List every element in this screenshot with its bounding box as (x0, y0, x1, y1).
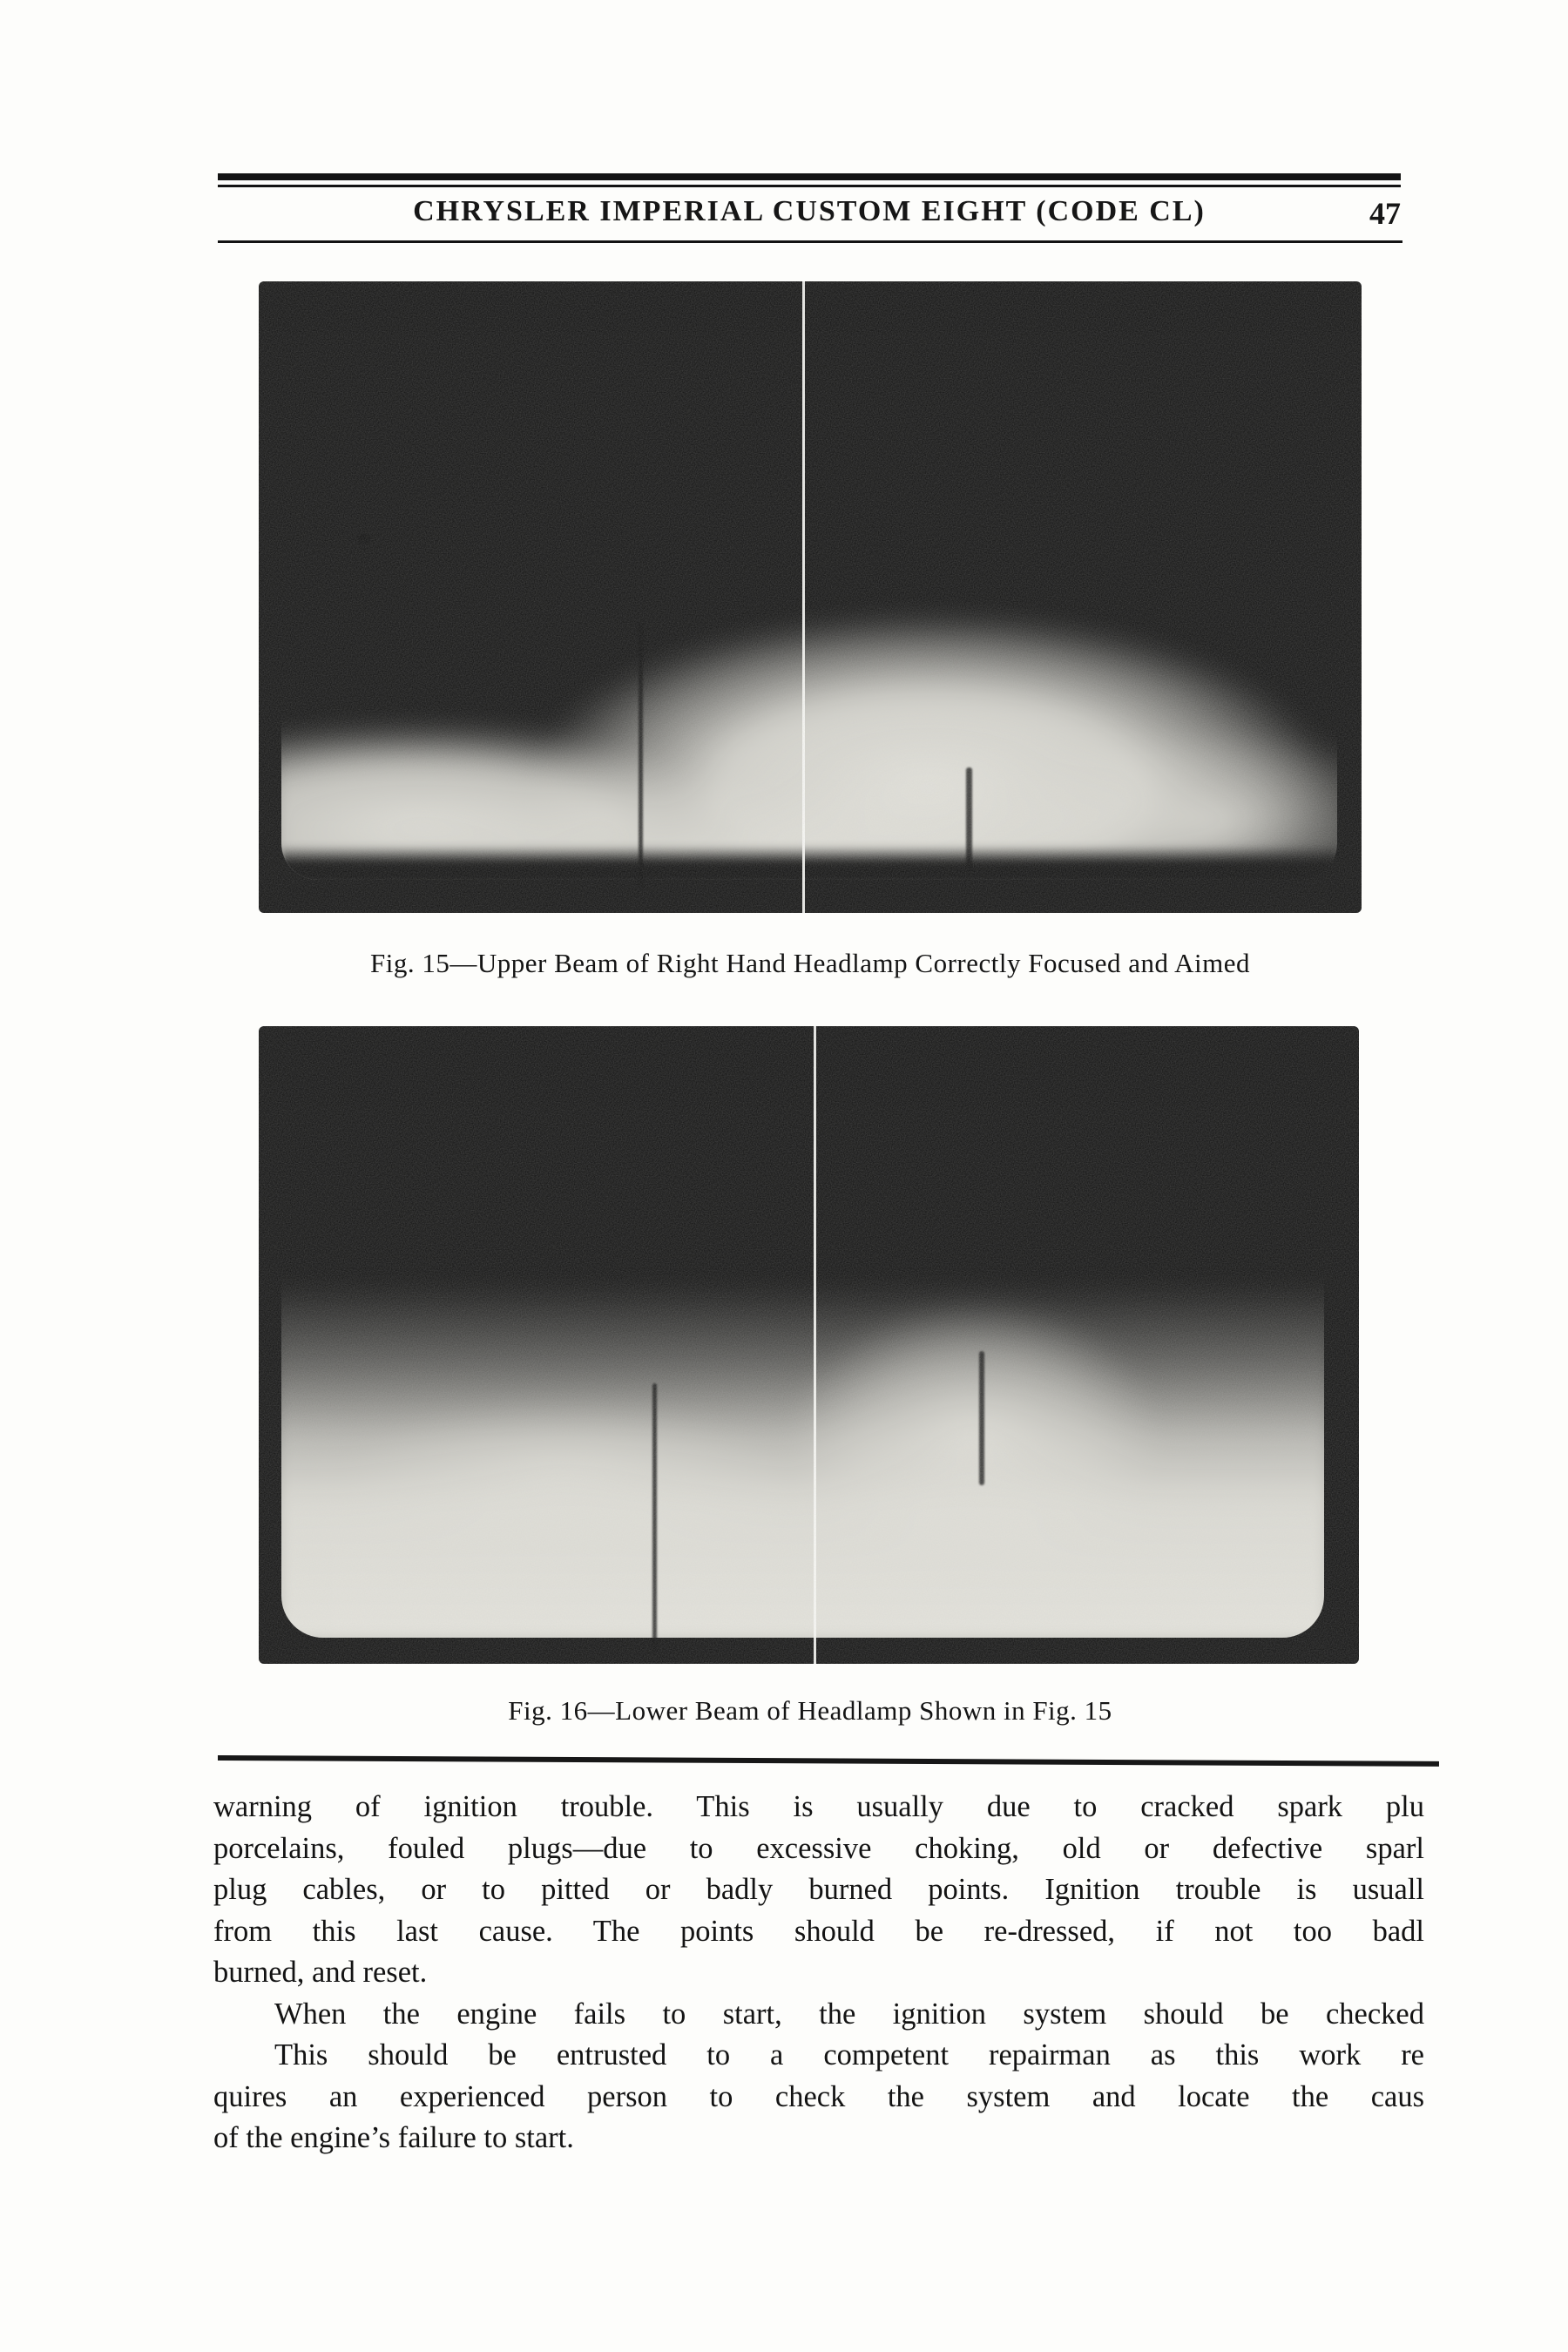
page-title: CHRYSLER IMPERIAL CUSTOM EIGHT (CODE CL) (413, 195, 1206, 227)
body-text-line: porcelains, fouled plugs—due to excessive choking, old or defective sparl (213, 1831, 1424, 1865)
header-rule-thin (218, 185, 1401, 187)
upper-beam-glow (281, 288, 1337, 880)
screen-bottom-shadow (281, 845, 1337, 880)
aim-marker-line-right (979, 1351, 984, 1485)
aim-marker-line-right (966, 767, 972, 868)
screen-center-seam (802, 281, 805, 913)
aim-marker-line-left (639, 623, 643, 889)
film-blemish (358, 534, 370, 544)
aiming-screen-area (281, 1033, 1324, 1638)
body-text-line: quires an experienced person to check the system and locate the caus (213, 2079, 1424, 2113)
body-text (213, 1787, 1424, 2159)
figure-16-photo (259, 1026, 1359, 1664)
body-text-line: plug cables, or to pitted or badly burned points. Ignition trouble is usuall (213, 1873, 1424, 1906)
section-divider-rule (218, 1755, 1439, 1767)
figure-16-caption: Fig. 16—Lower Beam of Headlamp Shown in Fig. 15 (508, 1695, 1112, 1726)
body-text-line: from this last cause. The points should be re-dressed, if not too badl (213, 1914, 1424, 1948)
body-text-line: This should be entrusted to a competent repairman as this work re (274, 2038, 1424, 2072)
figure-15-caption: Fig. 15—Upper Beam of Right Hand Headlamp Correctly Focused and Aimed (370, 948, 1250, 978)
aiming-screen-area (281, 288, 1337, 880)
body-text-line: When the engine fails to start, the ignition system should be checked (274, 1997, 1424, 2031)
lower-beam-glow (281, 1033, 1324, 1638)
body-text-line: of the engine’s failure to start. (213, 2121, 574, 2154)
aim-marker-line-left (652, 1383, 657, 1651)
header-rule-bottom (218, 240, 1402, 243)
figure-15-photo (259, 281, 1362, 913)
body-text-line: burned, and reset. (213, 1956, 428, 1989)
screen-center-seam (814, 1026, 816, 1664)
page-number: 47 (1369, 196, 1401, 231)
body-text-line: warning of ignition trouble. This is usually due to cracked spark plu (213, 1790, 1424, 1823)
header-rule-thick (218, 173, 1401, 180)
